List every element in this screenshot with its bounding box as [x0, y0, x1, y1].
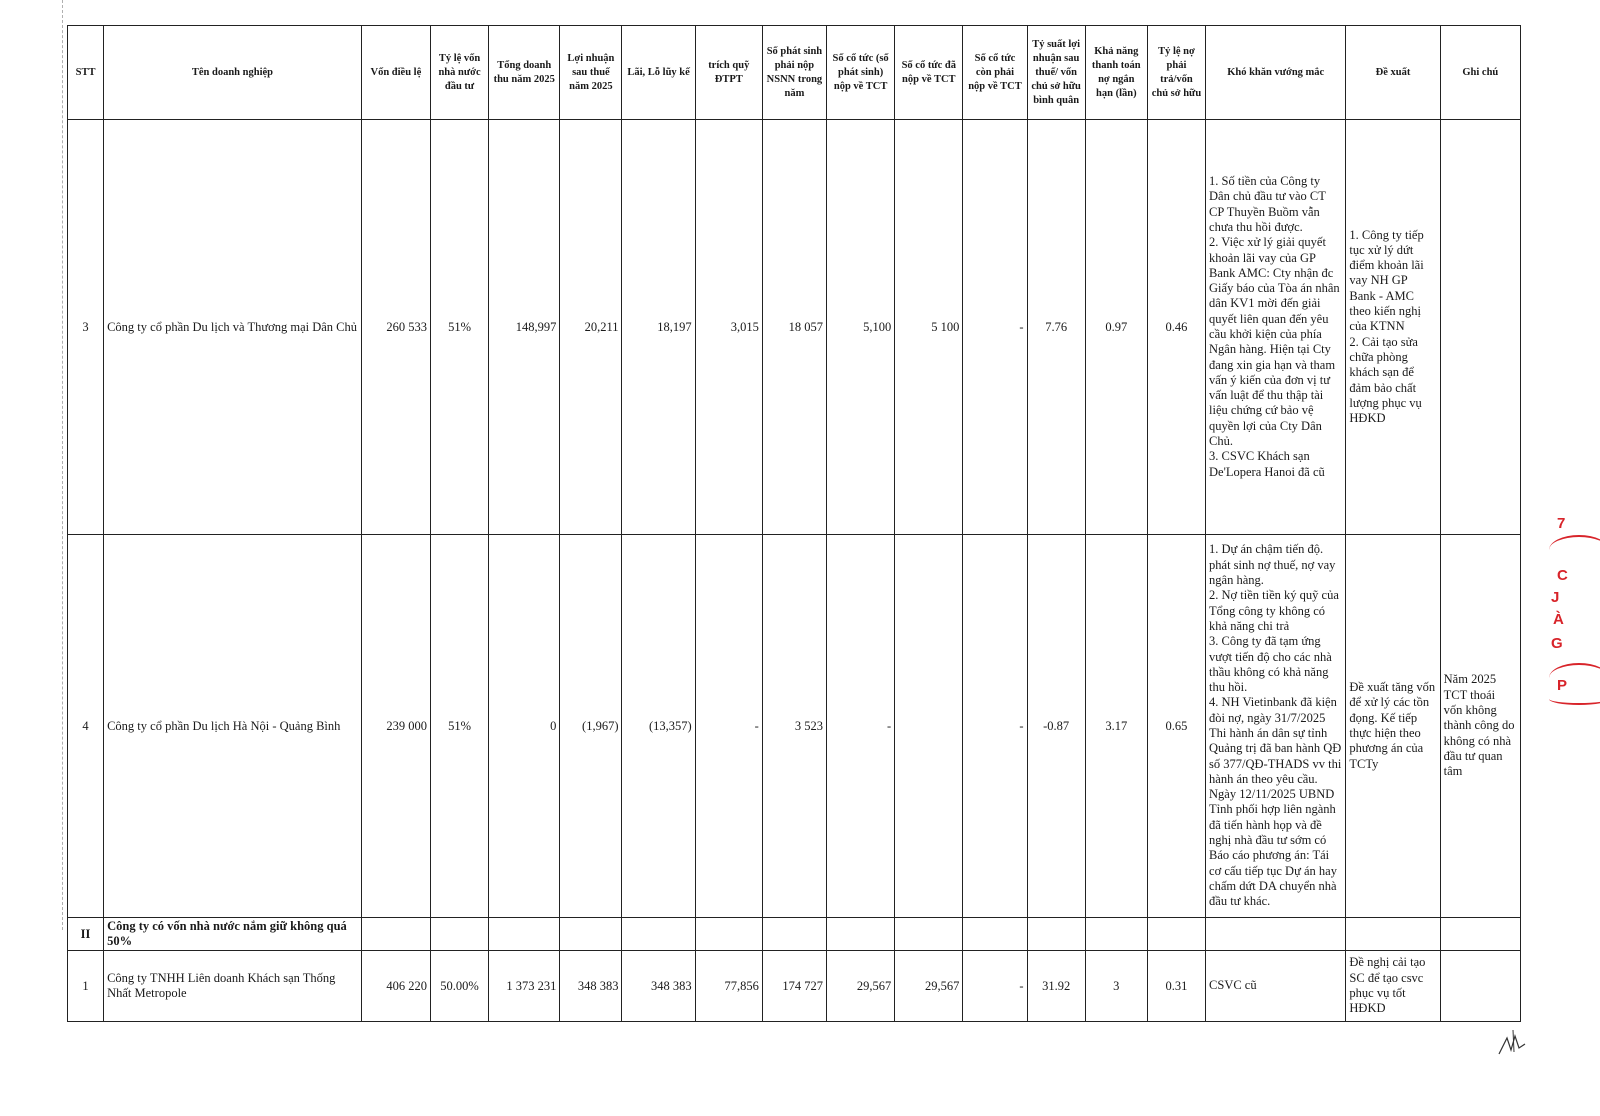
- cell-doanh-thu: 1 373 231: [489, 951, 560, 1022]
- header-lai-lo-luy-ke: Lãi, Lỗ lũy kế: [622, 26, 695, 120]
- enterprise-report-table: [67, 25, 1521, 1022]
- cell-von-dieu-le: 260 533: [361, 120, 430, 535]
- section-row: [68, 918, 1521, 951]
- seal-letter: P: [1557, 677, 1568, 694]
- seal-letter: C: [1557, 567, 1568, 584]
- section-label: Công ty có vốn nhà nước nắm giữ không quá 50%: [104, 918, 362, 951]
- cell-loi-nhuan: (1,967): [560, 535, 622, 918]
- table-row: [68, 535, 1521, 918]
- seal-arc: [1549, 693, 1600, 705]
- cell-stt: 4: [68, 535, 104, 918]
- header-tong-doanh-thu: Tổng doanh thu năm 2025: [489, 26, 560, 120]
- cell-von-dieu-le: 239 000: [361, 535, 430, 918]
- cell-co-tuc-da-nop: 5 100: [895, 120, 963, 535]
- header-row: [68, 26, 1521, 120]
- cell-ty-le-no: 0.31: [1147, 951, 1205, 1022]
- cell-ghi-chu: [1440, 120, 1520, 535]
- red-seal-stamp: [1543, 505, 1600, 715]
- header-co-tuc-con-phai-nop: Số cổ tức còn phải nộp về TCT: [963, 26, 1027, 120]
- header-von-dieu-le: Vốn điều lệ: [361, 26, 430, 120]
- cell-doanh-thu: 148,997: [489, 120, 560, 535]
- seal-letter: 7: [1557, 515, 1566, 532]
- cell-ty-le-no: 0.46: [1147, 120, 1205, 535]
- header-trich-quy: trích quỹ ĐTPT: [695, 26, 762, 120]
- cell-co-tuc-con-phai-nop: -: [963, 120, 1027, 535]
- cell-de-xuat: Đề xuất tăng vốn để xử lý các tồn đọng. Kế tiếp thực hiện theo phương án của TCTy: [1346, 535, 1440, 918]
- cell-lai-lo-luy-ke: 348 383: [622, 951, 695, 1022]
- cell-ty-le-von: 51%: [430, 120, 488, 535]
- header-ty-le-no: Tỷ lệ nợ phải trả/vốn chủ sở hữu: [1147, 26, 1205, 120]
- cell-name: Công ty cổ phần Du lịch Hà Nội - Quảng Bình: [104, 535, 362, 918]
- cell-ghi-chu: Năm 2025 TCT thoái vốn không thành công do không có nhà đầu tư quan tâm: [1440, 535, 1520, 918]
- seal-letter: J: [1551, 589, 1560, 606]
- cell-kho-khan: 1. Dự án chậm tiến độ. phát sinh nợ thuế, nợ vay ngân hàng. 2. Nợ tiền tiền ký quỹ của Tổng công ty không có khả năng chi trả 3. Công ty đã tạm ứng vượt tiến độ cho các nhà thầu không có khả năng thu hồi. 4. NH Vietinbank đã kiện đòi nợ, ngày 31/7/2025 Thi hành án dân sự tỉnh Quảng trị đã ban hành QĐ số 377/QĐ-THADS vv thi hành án theo yêu cầu. Ngày 12/11/2025 UBND Tỉnh phối hợp liên ngành đã tiến hành họp và đề nghị nhà đầu tư sớm có Báo cáo phương án: Tái cơ cấu tiếp tục Dự án hay chấm dứt DA chuyển nhà đầu tư khác.: [1206, 535, 1346, 918]
- seal-letter: G: [1551, 635, 1563, 652]
- cell-kha-nang-thanh-toan: 3: [1085, 951, 1147, 1022]
- cell-ty-suat-loi-nhuan: -0.87: [1027, 535, 1085, 918]
- header-ty-suat-loi-nhuan: Tỷ suất lợi nhuận sau thuế/ vốn chủ sở hữu bình quân: [1027, 26, 1085, 120]
- cell-co-tuc-phat-sinh: 5,100: [827, 120, 895, 535]
- cell-ghi-chu: [1440, 951, 1520, 1022]
- table-row: [68, 951, 1521, 1022]
- cell-trich-quy: -: [695, 535, 762, 918]
- cell-trich-quy: 3,015: [695, 120, 762, 535]
- cell-ty-le-no: 0.65: [1147, 535, 1205, 918]
- cell-nop-nsnn: 18 057: [762, 120, 826, 535]
- header-kha-nang-thanh-toan: Khả năng thanh toán nợ ngắn hạn (lần): [1085, 26, 1147, 120]
- header-co-tuc-da-nop: Số cổ tức đã nộp về TCT: [895, 26, 963, 120]
- cell-lai-lo-luy-ke: (13,357): [622, 535, 695, 918]
- initials-signature: [1497, 1030, 1527, 1056]
- header-nop-nsnn: Số phát sinh phải nộp NSNN trong năm: [762, 26, 826, 120]
- cell-trich-quy: 77,856: [695, 951, 762, 1022]
- header-ty-le-von: Tỷ lệ vốn nhà nước đầu tư: [430, 26, 488, 120]
- cell-kha-nang-thanh-toan: 3.17: [1085, 535, 1147, 918]
- cell-nop-nsnn: 3 523: [762, 535, 826, 918]
- header-kho-khan: Khó khăn vướng mắc: [1206, 26, 1346, 120]
- header-de-xuat: Đề xuất: [1346, 26, 1440, 120]
- cell-co-tuc-da-nop: 29,567: [895, 951, 963, 1022]
- cell-ty-suat-loi-nhuan: 7.76: [1027, 120, 1085, 535]
- cell-ty-le-von: 50.00%: [430, 951, 488, 1022]
- cell-ty-suat-loi-nhuan: 31.92: [1027, 951, 1085, 1022]
- header-ten-doanh-nghiep: Tên doanh nghiệp: [104, 26, 362, 120]
- cell-loi-nhuan: 20,211: [560, 120, 622, 535]
- cell-co-tuc-con-phai-nop: -: [963, 535, 1027, 918]
- cell-name: Công ty cổ phần Du lịch và Thương mại Dân Chủ: [104, 120, 362, 535]
- cell-doanh-thu: 0: [489, 535, 560, 918]
- cell-kho-khan: CSVC cũ: [1206, 951, 1346, 1022]
- table-row: [68, 120, 1521, 535]
- section-stt: II: [68, 918, 104, 951]
- cell-co-tuc-con-phai-nop: -: [963, 951, 1027, 1022]
- header-co-tuc-phat-sinh: Số cổ tức (số phát sinh) nộp về TCT: [827, 26, 895, 120]
- cell-co-tuc-phat-sinh: 29,567: [827, 951, 895, 1022]
- header-ghi-chu: Ghi chú: [1440, 26, 1520, 120]
- cell-nop-nsnn: 174 727: [762, 951, 826, 1022]
- seal-arc: [1549, 535, 1600, 565]
- cell-loi-nhuan: 348 383: [560, 951, 622, 1022]
- cell-de-xuat: 1. Công ty tiếp tục xử lý dứt điểm khoản lãi vay NH GP Bank - AMC theo kiến nghị của KTNN 2. Cải tạo sửa chữa phòng khách sạn để đảm bảo chất lượng phục vụ HĐKD: [1346, 120, 1440, 535]
- cell-stt: 1: [68, 951, 104, 1022]
- cell-co-tuc-phat-sinh: -: [827, 535, 895, 918]
- cell-de-xuat: Đề nghị cải tạo SC để tạo csvc phục vụ tốt HĐKD: [1346, 951, 1440, 1022]
- cell-name: Công ty TNHH Liên doanh Khách sạn Thống Nhất Metropole: [104, 951, 362, 1022]
- cell-von-dieu-le: 406 220: [361, 951, 430, 1022]
- cell-stt: 3: [68, 120, 104, 535]
- cell-kho-khan: 1. Số tiền của Công ty Dân chủ đầu tư vào CT CP Thuyền Buồm vẫn chưa thu hồi được. 2. Việc xử lý giải quyết khoản lãi vay của GP Bank AMC: Cty nhận đc Giấy báo của Tòa án nhân dân KV1 mời đến giải quyết liên quan đến yêu cầu khởi kiện của phía Ngân hàng. Hiện tại Cty đang xin gia hạn và tham vấn ý kiến của đơn vị tư vấn luật để thu thập tài liệu chứng cứ bảo vệ quyền lợi của Cty Dân Chủ. 3. CSVC Khách sạn De'Lopera Hanoi đã cũ: [1206, 120, 1346, 535]
- cell-lai-lo-luy-ke: 18,197: [622, 120, 695, 535]
- cell-ty-le-von: 51%: [430, 535, 488, 918]
- seal-letter: À: [1553, 611, 1564, 628]
- cell-kha-nang-thanh-toan: 0.97: [1085, 120, 1147, 535]
- header-stt: STT: [68, 26, 104, 120]
- scan-edge-line: [62, 0, 63, 930]
- cell-co-tuc-da-nop: [895, 535, 963, 918]
- header-loi-nhuan: Lợi nhuận sau thuế năm 2025: [560, 26, 622, 120]
